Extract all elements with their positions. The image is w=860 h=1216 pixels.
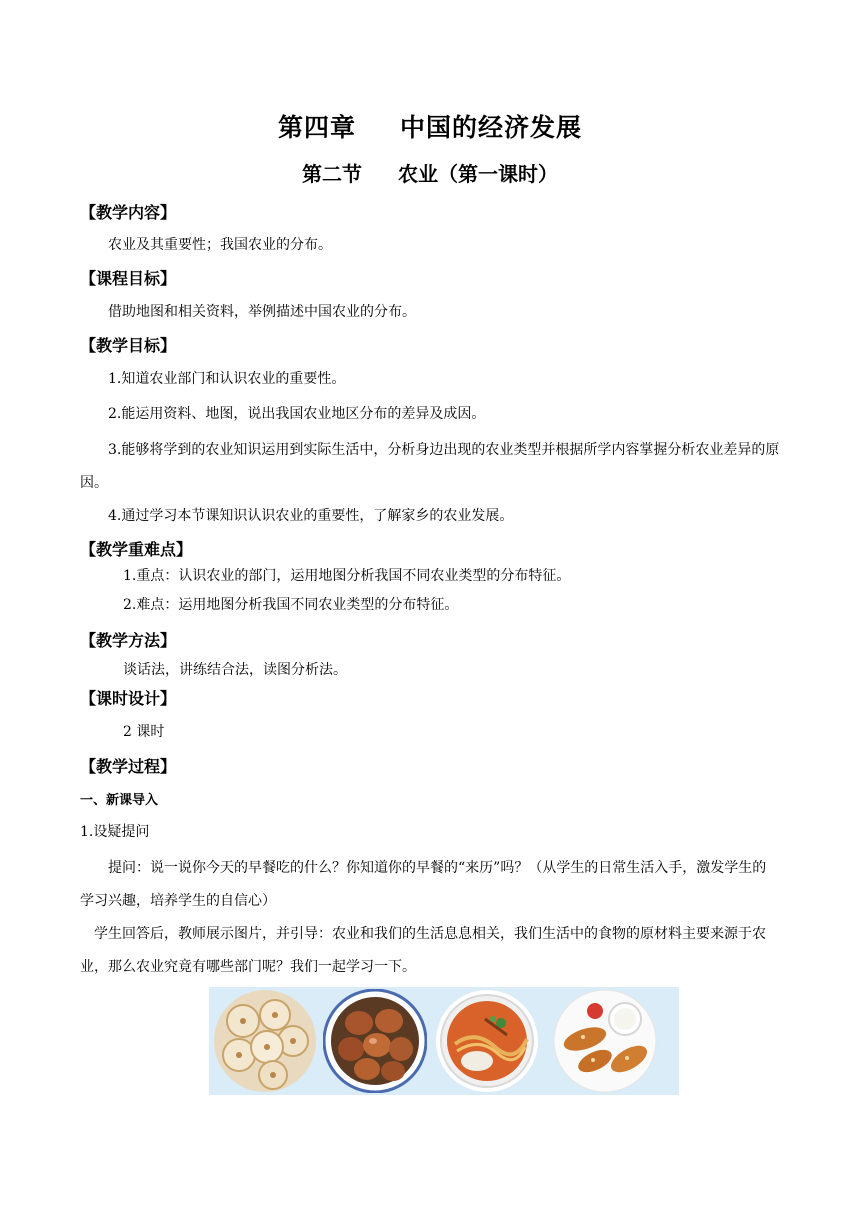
chapter-title xyxy=(0,108,860,144)
breakfast-photo-strip xyxy=(209,987,679,1095)
course-goal-text: 借助地图和相关资料，举例描述中国农业的分布。 xyxy=(108,304,416,320)
step1-title: 一、新课导入 xyxy=(80,793,159,808)
heading-teaching-process: 【教学过程】 xyxy=(80,757,177,776)
key-point-2: 2.难点：运用地图分析我国不同农业类型的分布特征。 xyxy=(123,597,459,613)
section-number: 第二节 xyxy=(302,162,362,186)
heading-course-goal: 【课程目标】 xyxy=(80,269,177,288)
tea-eggs-photo xyxy=(323,989,427,1093)
teaching-methods-text: 谈话法，讲练结合法，读图分析法。 xyxy=(123,662,347,678)
heading-key-points: 【教学重难点】 xyxy=(80,540,193,559)
section-name: 农业（第一课时） xyxy=(398,162,558,186)
bread-milk-photo xyxy=(553,989,657,1093)
answer-paragraph: 学生回答后，教师展示图片，并引导：农业和我们的生活息息相关，我们生活中的食物的原材料主要来源于农业，那么农业究竟有哪些部门呢？我们一起学习一下。 xyxy=(80,926,766,975)
goal-item-2: 2.能运用资料、地图，说出我国农业地区分布的差异及成因。 xyxy=(108,406,486,422)
goal-item-4: 4.通过学习本节课知识认识农业的重要性，了解家乡的农业发展。 xyxy=(108,508,514,524)
goal-item-3: 3.能够将学到的农业知识运用到实际生活中，分析身边出现的农业类型并根据所学内容掌握分析农业差异的原因。 xyxy=(80,442,780,491)
heading-teaching-goals: 【教学目标】 xyxy=(80,336,177,355)
steamed-buns-photo xyxy=(213,989,317,1093)
key-point-1: 1.重点：认识农业的部门，运用地图分析我国不同农业类型的分布特征。 xyxy=(123,568,571,584)
heading-teaching-methods: 【教学方法】 xyxy=(80,631,177,650)
step1-subtitle: 1.设疑提问 xyxy=(80,824,150,840)
section-title xyxy=(0,158,860,187)
chapter-number: 第四章 xyxy=(277,113,356,142)
heading-teaching-content: 【教学内容】 xyxy=(80,203,177,222)
question-paragraph: 提问：说一说你今天的早餐吃的什么？你知道你的早餐的“来历”吗？（从学生的日常生活入手，激发学生的学习兴趣，培养学生的自信心） xyxy=(80,860,767,909)
heading-lesson-design: 【课时设计】 xyxy=(80,689,177,708)
teaching-content-text: 农业及其重要性；我国农业的分布。 xyxy=(108,237,332,253)
lesson-design-text: 2 课时 xyxy=(123,724,165,740)
chapter-name: 中国的经济发展 xyxy=(400,113,583,142)
goal-item-1: 1.知道农业部门和认识农业的重要性。 xyxy=(108,371,346,387)
noodle-soup-photo xyxy=(435,989,539,1093)
